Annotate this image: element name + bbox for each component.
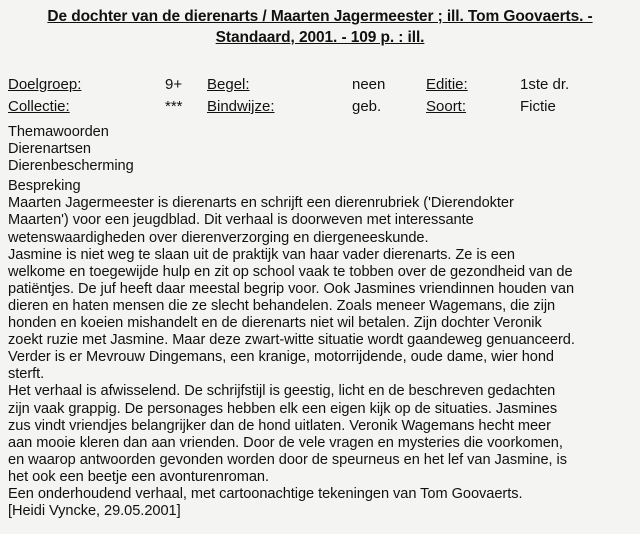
title-line-1: De dochter van de dierenarts / Maarten Jagermeester ; ill. Tom Goovaerts. - xyxy=(47,8,593,25)
review-line: Jasmine is niet weg te slaan uit de praktijk van haar vader dierenarts. Ze is een xyxy=(8,246,515,263)
review-line: en waarop antwoorden gevonden worden door de speurneus en het lef van Jasmine, is xyxy=(8,451,567,468)
review-line: aan mooie kleren dan aan vrienden. Door de vele vragen en mysteries die voorkomen, xyxy=(8,434,563,451)
review-line: welkome en toegewijde hulp en zit op school vaak te tobben over de gezondheid van de xyxy=(8,263,573,280)
review-line: honden en koeien mishandelt en de dierenarts niet wil betalen. Zijn dochter Veronik xyxy=(8,315,542,332)
title-line-2: Standaard, 2001. - 109 p. : ill. xyxy=(215,29,425,46)
review-line: Een onderhoudend verhaal, met cartoonachtige tekeningen van Tom Goovaerts. xyxy=(8,485,523,502)
review-line: Maarten Jagermeester is dierenarts en schrijft een dierenrubriek ('Dierendokter xyxy=(8,195,514,212)
begel-value: neen xyxy=(352,76,386,93)
review-line: sterft. xyxy=(8,366,45,383)
document-body xyxy=(8,124,636,520)
theme-item: Dierenartsen xyxy=(8,141,91,158)
review-line: dieren en haten mensen die ze slecht behandelen. Zoals meneer Wagemans, die zijn xyxy=(8,297,556,314)
review-line: Het verhaal is afwisselend. De schrijfstijl is geestig, licht en de beschreven gedachten xyxy=(8,383,556,400)
collectie-label: Collectie: xyxy=(8,98,70,115)
metadata-row-2 xyxy=(8,96,628,118)
soort-value: Fictie xyxy=(520,98,556,115)
metadata-table xyxy=(8,74,628,118)
review-line: Maarten') voor een jeugdblad. Dit verhaal is doorweven met interessante xyxy=(8,212,474,229)
review-line: zijn vaak grappig. De personages hebben elk een eigen kijk op de situaties. Jasmines xyxy=(8,400,558,417)
theme-item: Dierenbescherming xyxy=(8,158,134,175)
doelgroep-value: 9+ xyxy=(165,76,183,93)
metadata-row-1 xyxy=(8,74,628,96)
editie-label: Editie: xyxy=(426,76,468,93)
review-line: wetenswaardigheden over dierenverzorging en diergeneeskunde. xyxy=(8,229,429,246)
review-line: zoekt ruzie met Jasmine. Maar deze zwart-witte situatie wordt gaandeweg genuanceerd. xyxy=(8,332,575,349)
book-title xyxy=(0,6,640,48)
soort-label: Soort: xyxy=(426,98,467,115)
review-heading: Bespreking xyxy=(8,178,81,195)
review-line: het ook een beetje een avonturenroman. xyxy=(8,468,269,485)
review-line: patiëntjes. De juf heeft daar meestal begrip voor. Ook Jasmines vriendinnen houden van xyxy=(8,280,575,297)
review-line: zus vindt vriendjes belangrijker dan de hond uitlaten. Veronik Wagemans hecht meer xyxy=(8,417,551,434)
themes-heading: Themawoorden xyxy=(8,124,109,140)
review-line: Verder is er Mevrouw Dingemans, een kranige, motorrijdende, oude dame, wier hond xyxy=(8,349,554,366)
editie-value: 1ste dr. xyxy=(520,76,570,93)
collectie-value: *** xyxy=(165,98,183,115)
begel-label: Begel: xyxy=(207,76,250,93)
bindwijze-label: Bindwijze: xyxy=(207,98,275,115)
doelgroep-label: Doelgroep: xyxy=(8,76,82,93)
bindwijze-value: geb. xyxy=(352,98,382,115)
review-signature: [Heidi Vyncke, 29.05.2001] xyxy=(8,503,181,520)
